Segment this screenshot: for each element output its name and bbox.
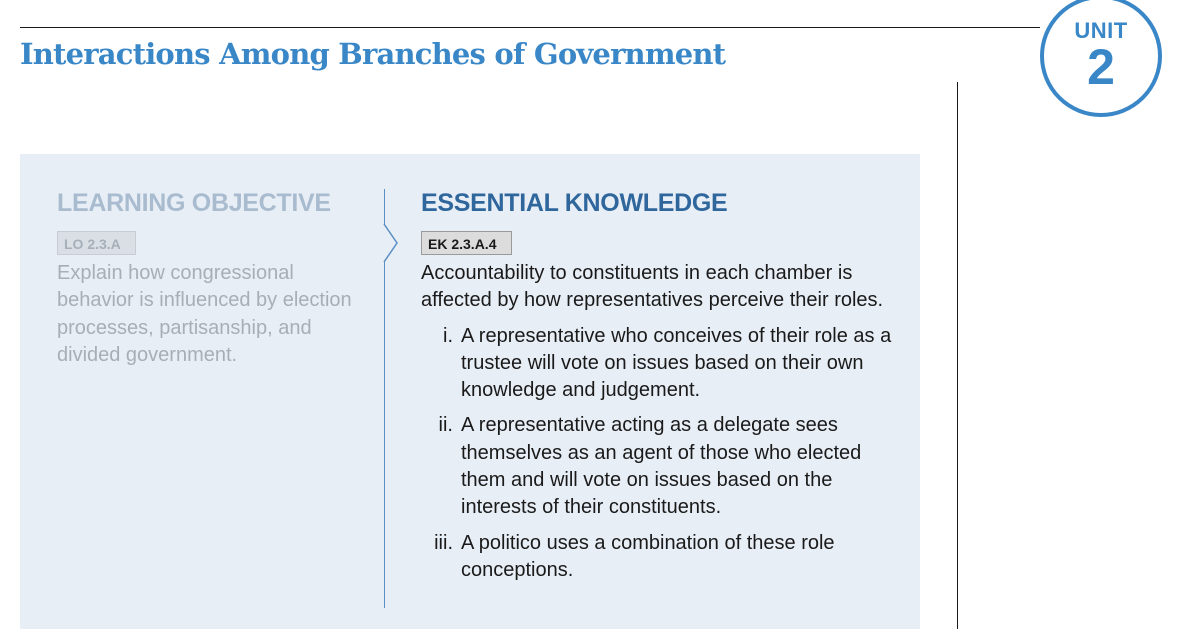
essential-knowledge-body [421,260,901,592]
list-item-text: A representative acting as a delegate sees themselves as an agent of those who elected them and will vote on issues based on the interests of their constituents. [461,414,862,519]
list-item [421,412,901,521]
column-divider [384,189,385,225]
list-item-text: A politico uses a combination of these role conceptions. [461,531,835,581]
essential-knowledge-intro: Accountability to constituents in each chamber is affected by how representatives perceive their roles. [421,262,884,312]
chevron-right-icon [383,224,399,264]
learning-objective-text: Explain how congressional behavior is influenced by election processes, partisanship, and divided government. [57,262,352,366]
list-item-text: A representative who conceives of their role as a trustee will vote on issues based on their own knowledge and judgement. [461,324,892,402]
list-marker: iii. [434,531,453,554]
essential-knowledge-list [421,323,901,585]
essential-knowledge-heading: ESSENTIAL KNOWLEDGE [421,189,728,217]
list-item [421,530,901,585]
essential-knowledge-code: EK 2.3.A.4 [421,231,512,255]
list-marker: i. [443,324,453,347]
margin-rule [957,82,958,629]
unit-badge [1040,0,1162,117]
header-rule [20,27,1040,28]
page-title: Interactions Among Branches of Government [20,37,726,71]
learning-objective-code: LO 2.3.A [57,231,136,255]
list-marker: ii. [438,414,453,437]
learning-objective-heading: LEARNING OBJECTIVE [57,189,331,217]
unit-number: 2 [1087,39,1115,95]
list-item [421,323,901,405]
unit-label: UNIT [1074,18,1128,43]
column-divider-lower [384,262,385,608]
